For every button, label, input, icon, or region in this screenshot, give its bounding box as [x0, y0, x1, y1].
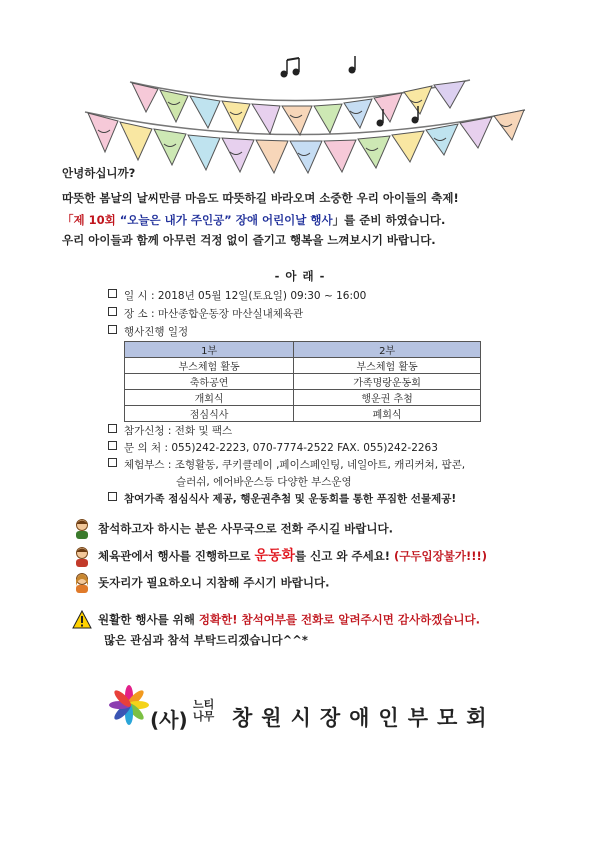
detail-registration: 참가신청 : 전화 및 팩스: [108, 423, 232, 438]
checkbox-icon: [108, 289, 117, 298]
org-name: 창원시장애인부모회: [232, 706, 496, 730]
checkbox-icon: [108, 458, 117, 467]
person-icon: [72, 572, 92, 594]
intro-line-2: 따뜻한 봄날의 날씨만큼 마음도 따뜻하길 바라오며 소중한 우리 아이들의 축제!: [62, 191, 459, 205]
checkbox-icon: [108, 441, 117, 450]
event-title: “오늘은 내가 주인공” 장애 어린이날 행사: [115, 213, 333, 227]
schedule-table: [124, 341, 481, 422]
detail-place: 장 소 : 마산종합운동장 마산실내체육관: [108, 306, 303, 321]
detail-gift: 참여가족 점심식사 제공, 행운권추첨 및 운동회를 통한 푸짐한 선물제공!: [108, 491, 456, 506]
notice-phone: 참석하고자 하시는 분은 사무국으로 전화 주시길 바랍니다.: [72, 518, 393, 540]
detail-date: 일 시 : 2018년 05월 12일(토요일) 09:30 ~ 16:00: [108, 288, 366, 303]
detail-schedule: 행사진행 일정: [108, 324, 188, 339]
details-heading: - 아 래 -: [274, 269, 326, 283]
detail-booths: 체험부스 : 조형활동, 쿠키클레이 ,페이스페인팅, 네일아트, 캐리커쳐, 팝콘,: [108, 457, 465, 472]
warning-icon: [72, 609, 92, 631]
notice-closing: 많은 관심과 참석 부탁드리겠습니다^^*: [104, 633, 308, 647]
event-bracket-close: 」를 준비 하였습니다.: [332, 213, 446, 227]
org-subname: 느티 나무: [193, 698, 215, 723]
flower-logo-icon: [108, 684, 150, 726]
table-row: [125, 406, 481, 422]
checkbox-icon: [108, 307, 117, 316]
notice-mat: 돗자리가 필요하오니 지참해 주시기 바랍니다.: [72, 572, 329, 594]
no-shoes-warning: (구두입장불가!!!): [394, 549, 487, 563]
person-icon: [72, 518, 92, 540]
rsvp-highlight: 정확한! 참석여부를 전화로 알려주시면 감사하겠습니다.: [198, 612, 481, 627]
schedule-header-part1: 1부: [125, 342, 294, 358]
table-cell: 점심식사: [125, 406, 294, 422]
bunting-banner: [80, 40, 530, 175]
person-icon: [72, 546, 92, 568]
event-bracket-open: 「: [62, 213, 74, 227]
table-cell: 개회식: [125, 390, 294, 406]
table-cell: 부스체험 활동: [125, 358, 294, 374]
notice-shoes: 체육관에서 행사를 진행하므로 운동화를 신고 와 주세요! (구두입장불가!!!): [72, 545, 487, 568]
org-type: (사): [150, 708, 188, 732]
checkbox-icon: [108, 325, 117, 334]
intro-line-4: 우리 아이들과 함께 아무런 걱정 없이 즐기고 행복을 느껴보시기 바랍니다.: [62, 233, 436, 247]
detail-booths-cont: 슬러쉬, 에어바운스등 다양한 부스운영: [176, 476, 352, 488]
table-row: [125, 374, 481, 390]
greeting: 안녕하십니까?: [62, 166, 136, 180]
table-cell: 축하공연: [125, 374, 294, 390]
sneakers-highlight: 운동화: [254, 548, 296, 564]
table-cell: 가족명랑운동회: [294, 374, 481, 390]
schedule-header-part2: 2부: [294, 342, 481, 358]
checkbox-icon: [108, 424, 117, 433]
event-edition: 제 10회: [73, 213, 116, 227]
detail-inquiry: 문 의 처 : 055)242-2223, 070-7774-2522 FAX. 055)242-2263: [108, 440, 438, 455]
table-cell: 행운권 추첨: [294, 390, 481, 406]
intro-line-3: [62, 212, 445, 228]
table-row: [125, 390, 481, 406]
table-cell: 부스체험 활동: [294, 358, 481, 374]
notice-rsvp: 원활한 행사를 위해 정확한! 참석여부를 전화로 알려주시면 감사하겠습니다.: [72, 609, 480, 631]
table-row: [125, 358, 481, 374]
table-cell: 폐회식: [294, 406, 481, 422]
checkbox-icon: [108, 492, 117, 501]
